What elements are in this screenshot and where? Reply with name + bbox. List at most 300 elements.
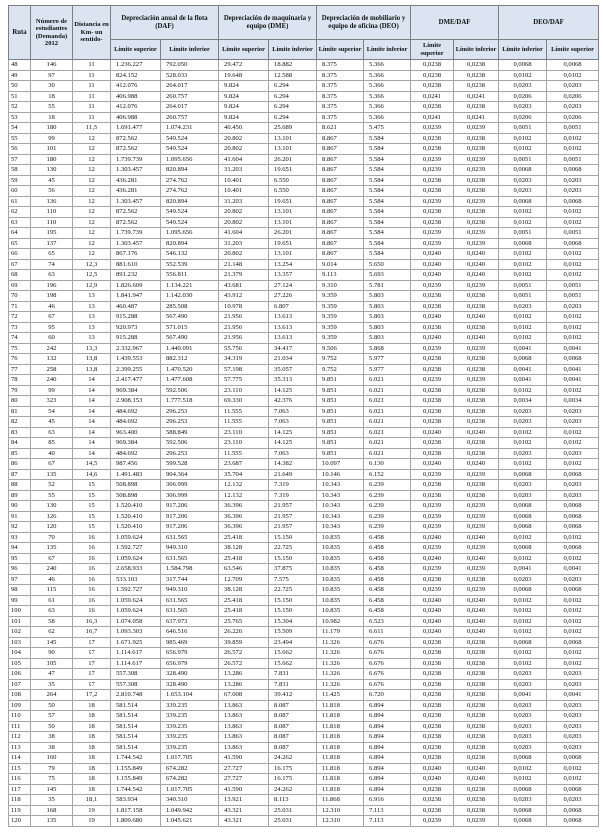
cell-dme-superior: 43.321	[219, 805, 269, 816]
cell-distancia: 17	[73, 669, 111, 680]
cell-deo-inferior: 5.475	[364, 123, 411, 134]
table-row	[9, 259, 599, 270]
cell-daf-superior: 1.059.624	[111, 595, 161, 606]
cell-deo-daf-inferior: 0,0203	[499, 669, 547, 680]
cell-deo-superior: 11.425	[317, 690, 364, 701]
cell-deo-daf-inferior: 0,0203	[499, 186, 547, 197]
cell-ruta: 80	[9, 396, 31, 407]
cell-dme-inferior: 22.725	[269, 585, 317, 596]
cell-deo-superior: 11.818	[317, 784, 364, 795]
cell-daf-superior: 2.658.933	[111, 564, 161, 575]
cell-dme-inferior: 15.150	[269, 532, 317, 543]
header-group-row	[9, 6, 599, 40]
cell-dme-superior: 21.379	[219, 270, 269, 281]
cell-dme-superior: 55.756	[219, 343, 269, 354]
cell-deo-daf-superior: 0,0102	[547, 616, 599, 627]
subheader-daf-inferior: Límite inferior	[161, 40, 219, 60]
cell-dme-superior: 9.824	[219, 102, 269, 113]
cell-deo-daf-superior: 0,0102	[547, 333, 599, 344]
cell-dme-daf-inferior: 0,0238	[454, 144, 499, 155]
cell-deo-superior: 8.867	[317, 217, 364, 228]
cell-dme-superior: 12.132	[219, 490, 269, 501]
cell-dme-inferior: 6.807	[269, 301, 317, 312]
cell-dme-daf-superior: 0,0238	[411, 217, 454, 228]
cell-estudiantes: 135	[31, 816, 73, 827]
cell-deo-daf-inferior: 0,0206	[499, 112, 547, 123]
cell-dme-superior: 34.319	[219, 354, 269, 365]
cell-daf-inferior: 556.811	[161, 270, 219, 281]
cell-dme-inferior: 15.662	[269, 648, 317, 659]
cell-dme-daf-inferior: 0,0238	[454, 490, 499, 501]
cell-deo-daf-superior: 0,0068	[547, 501, 599, 512]
cell-deo-inferior: 6.458	[364, 543, 411, 554]
cell-estudiantes: 145	[31, 784, 73, 795]
cell-dme-daf-superior: 0,0240	[411, 259, 454, 270]
cell-estudiantes: 30	[31, 81, 73, 92]
cell-dme-inferior: 21.957	[269, 501, 317, 512]
cell-dme-daf-inferior: 0,0238	[454, 60, 499, 71]
cell-dme-daf-superior: 0,0240	[411, 616, 454, 627]
cell-deo-superior: 11.326	[317, 658, 364, 669]
cell-dme-daf-inferior: 0,0239	[454, 501, 499, 512]
cell-deo-inferior: 5.977	[364, 354, 411, 365]
cell-ruta: 96	[9, 564, 31, 575]
table-row	[9, 553, 599, 564]
cell-deo-daf-superior: 0,0041	[547, 690, 599, 701]
cell-dme-daf-inferior: 0,0240	[454, 333, 499, 344]
cell-daf-inferior: 882.312	[161, 354, 219, 365]
cell-deo-superior: 11.818	[317, 711, 364, 722]
cell-deo-daf-superior: 0,0102	[547, 70, 599, 81]
cell-dme-inferior: 7.063	[269, 448, 317, 459]
cell-dme-daf-inferior: 0,0240	[454, 249, 499, 260]
cell-deo-daf-inferior: 0,0068	[499, 196, 547, 207]
cell-distancia: 11	[73, 112, 111, 123]
cell-dme-daf-inferior: 0,0238	[454, 70, 499, 81]
cell-deo-daf-superior: 0,0102	[547, 532, 599, 543]
cell-ruta: 95	[9, 553, 31, 564]
cell-estudiantes: 101	[31, 144, 73, 155]
cell-distancia: 12	[73, 228, 111, 239]
table-row	[9, 385, 599, 396]
cell-deo-daf-inferior: 0,0203	[499, 448, 547, 459]
cell-daf-superior: 1.155.849	[111, 763, 161, 774]
cell-deo-daf-inferior: 0,0102	[499, 217, 547, 228]
cell-distancia: 19	[73, 816, 111, 827]
cell-dme-daf-superior: 0,0240	[411, 553, 454, 564]
cell-dme-daf-superior: 0,0240	[411, 333, 454, 344]
cell-dme-inferior: 24.262	[269, 784, 317, 795]
cell-deo-inferior: 5.803	[364, 301, 411, 312]
cell-dme-daf-superior: 0,0238	[411, 742, 454, 753]
cell-daf-superior: 406.988	[111, 112, 161, 123]
cell-deo-inferior: 5.584	[364, 154, 411, 165]
cell-deo-inferior: 6.894	[364, 774, 411, 785]
cell-deo-superior: 11.326	[317, 637, 364, 648]
cell-distancia: 14	[73, 375, 111, 386]
cell-estudiantes: 56	[31, 186, 73, 197]
cell-deo-superior: 10.835	[317, 585, 364, 596]
cell-daf-superior: 484.692	[111, 417, 161, 428]
table-row	[9, 595, 599, 606]
cell-dme-superior: 38.128	[219, 543, 269, 554]
cell-deo-daf-superior: 0,0203	[547, 301, 599, 312]
cell-daf-superior: 1.491.483	[111, 469, 161, 480]
header-dme-daf: DME/DAF	[411, 6, 499, 40]
cell-ruta: 105	[9, 658, 31, 669]
cell-estudiantes: 79	[31, 763, 73, 774]
cell-estudiantes: 110	[31, 207, 73, 218]
cell-dme-inferior: 15.662	[269, 658, 317, 669]
cell-dme-daf-superior: 0,0239	[411, 543, 454, 554]
cell-distancia: 13,8	[73, 364, 111, 375]
cell-deo-inferior: 6.239	[364, 501, 411, 512]
cell-estudiantes: 105	[31, 658, 73, 669]
cell-deo-daf-superior: 0,0051	[547, 228, 599, 239]
cell-estudiantes: 63	[31, 270, 73, 281]
subheader-dme-daf-inferior: Límite inferior	[454, 40, 499, 60]
cell-deo-daf-superior: 0,0068	[547, 511, 599, 522]
cell-distancia: 12	[73, 196, 111, 207]
cell-deo-daf-superior: 0,0102	[547, 385, 599, 396]
cell-dme-inferior: 8.087	[269, 742, 317, 753]
cell-dme-inferior: 26.201	[269, 228, 317, 239]
cell-dme-superior: 41.604	[219, 154, 269, 165]
cell-deo-inferior: 5.803	[364, 322, 411, 333]
table-row	[9, 301, 599, 312]
cell-dme-superior: 25.418	[219, 606, 269, 617]
cell-dme-superior: 20.802	[219, 249, 269, 260]
cell-ruta: 100	[9, 606, 31, 617]
cell-dme-superior: 19.648	[219, 70, 269, 81]
cell-ruta: 83	[9, 427, 31, 438]
cell-estudiantes: 90	[31, 648, 73, 659]
cell-deo-daf-superior: 0,0203	[547, 574, 599, 585]
cell-deo-daf-superior: 0,0102	[547, 627, 599, 638]
cell-deo-daf-inferior: 0,0068	[499, 354, 547, 365]
cell-daf-superior: 2.417.477	[111, 375, 161, 386]
cell-estudiantes: 240	[31, 375, 73, 386]
cell-deo-inferior: 6.239	[364, 490, 411, 501]
cell-daf-superior: 987.456	[111, 459, 161, 470]
cell-daf-superior: 2.908.153	[111, 396, 161, 407]
cell-dme-inferior: 21.034	[269, 354, 317, 365]
cell-ruta: 90	[9, 501, 31, 512]
header-distancia: Distancia en Km- un sentido-	[73, 6, 111, 60]
cell-estudiantes: 180	[31, 123, 73, 134]
cell-dme-superior: 12.709	[219, 574, 269, 585]
cell-dme-daf-inferior: 0,0241	[454, 91, 499, 102]
cell-deo-daf-superior: 0,0051	[547, 154, 599, 165]
table-row	[9, 312, 599, 323]
cell-dme-superior: 25.765	[219, 616, 269, 627]
cell-deo-daf-inferior: 0,0102	[499, 658, 547, 669]
cell-deo-daf-inferior: 0,0102	[499, 270, 547, 281]
cell-dme-daf-inferior: 0,0240	[454, 616, 499, 627]
cell-distancia: 12	[73, 165, 111, 176]
cell-daf-superior: 1.592.727	[111, 543, 161, 554]
cell-deo-daf-inferior: 0,0068	[499, 805, 547, 816]
subheader-deo-daf-superior: Límite superior	[547, 40, 599, 60]
cell-distancia: 16	[73, 585, 111, 596]
cell-dme-daf-inferior: 0,0238	[454, 301, 499, 312]
cell-ruta: 84	[9, 438, 31, 449]
cell-ruta: 57	[9, 154, 31, 165]
cell-deo-daf-inferior: 0,0102	[499, 322, 547, 333]
cell-daf-inferior: 528.033	[161, 70, 219, 81]
cell-dme-daf-inferior: 0,0238	[454, 291, 499, 302]
table-row	[9, 60, 599, 71]
cell-distancia: 17	[73, 648, 111, 659]
cell-deo-inferior: 6.021	[364, 438, 411, 449]
cell-daf-inferior: 631.565	[161, 606, 219, 617]
cell-dme-inferior: 39.412	[269, 690, 317, 701]
table-row	[9, 333, 599, 344]
cell-deo-inferior: 6.152	[364, 469, 411, 480]
cell-dme-superior: 21.956	[219, 322, 269, 333]
cell-deo-daf-inferior: 0,0203	[499, 102, 547, 113]
table-row	[9, 511, 599, 522]
cell-deo-daf-superior: 0,0068	[547, 522, 599, 533]
header-deo-daf: DEO/DAF	[499, 6, 599, 40]
cell-deo-inferior: 5.584	[364, 228, 411, 239]
table-row	[9, 700, 599, 711]
cell-dme-superior: 43.681	[219, 280, 269, 291]
table-row	[9, 343, 599, 354]
cell-dme-superior: 13.286	[219, 679, 269, 690]
cell-dme-daf-inferior: 0,0238	[454, 175, 499, 186]
cell-distancia: 12	[73, 175, 111, 186]
cell-estudiantes: 46	[31, 574, 73, 585]
cell-dme-inferior: 7.063	[269, 406, 317, 417]
cell-daf-inferior: 1.584.798	[161, 564, 219, 575]
cell-deo-superior: 11.818	[317, 753, 364, 764]
cell-ruta: 114	[9, 753, 31, 764]
cell-estudiantes: 137	[31, 238, 73, 249]
cell-deo-daf-inferior: 0,0102	[499, 144, 547, 155]
cell-daf-inferior: 1.470.520	[161, 364, 219, 375]
cell-dme-daf-inferior: 0,0241	[454, 112, 499, 123]
cell-dme-superior: 39.859	[219, 637, 269, 648]
cell-deo-daf-inferior: 0,0203	[499, 417, 547, 428]
table-row	[9, 102, 599, 113]
cell-dme-inferior: 6.294	[269, 81, 317, 92]
cell-dme-daf-superior: 0,0240	[411, 312, 454, 323]
cell-ruta: 70	[9, 291, 31, 302]
cell-ruta: 104	[9, 648, 31, 659]
cell-deo-daf-superior: 0,0102	[547, 606, 599, 617]
cell-dme-inferior: 25.031	[269, 805, 317, 816]
cell-dme-superior: 10.978	[219, 301, 269, 312]
cell-daf-inferior: 674.282	[161, 763, 219, 774]
cell-deo-daf-superior: 0,0102	[547, 249, 599, 260]
cell-deo-daf-inferior: 0,0068	[499, 60, 547, 71]
cell-daf-superior: 1.059.624	[111, 606, 161, 617]
cell-dme-inferior: 13.101	[269, 144, 317, 155]
cell-deo-daf-superior: 0,0102	[547, 595, 599, 606]
cell-daf-inferior: 949.310	[161, 585, 219, 596]
cell-deo-daf-inferior: 0,0203	[499, 721, 547, 732]
cell-distancia: 16	[73, 543, 111, 554]
cell-dme-daf-inferior: 0,0238	[454, 186, 499, 197]
cell-daf-inferior: 328.490	[161, 669, 219, 680]
cell-dme-daf-superior: 0,0238	[411, 795, 454, 806]
table-row	[9, 585, 599, 596]
cell-daf-inferior: 317.744	[161, 574, 219, 585]
cell-dme-daf-superior: 0,0240	[411, 763, 454, 774]
cell-ruta: 87	[9, 469, 31, 480]
cell-distancia: 13	[73, 291, 111, 302]
cell-estudiantes: 45	[31, 175, 73, 186]
cell-deo-daf-inferior: 0,0041	[499, 364, 547, 375]
cell-dme-daf-inferior: 0,0239	[454, 343, 499, 354]
table-row	[9, 81, 599, 92]
cell-ruta: 77	[9, 364, 31, 375]
cell-dme-inferior: 7.831	[269, 679, 317, 690]
cell-dme-daf-superior: 0,0238	[411, 732, 454, 743]
table-row	[9, 679, 599, 690]
cell-deo-superior: 9.506	[317, 343, 364, 354]
cell-ruta: 86	[9, 459, 31, 470]
header-daf: Depreciación anual de la flota (DAF)	[111, 6, 219, 40]
cell-daf-inferior: 631.565	[161, 553, 219, 564]
cell-dme-inferior: 15.150	[269, 595, 317, 606]
cell-deo-superior: 8.867	[317, 165, 364, 176]
cell-daf-superior: 1.826.609	[111, 280, 161, 291]
cell-daf-inferior: 1.777.518	[161, 396, 219, 407]
table-row	[9, 364, 599, 375]
cell-ruta: 107	[9, 679, 31, 690]
table-row	[9, 564, 599, 575]
cell-ruta: 92	[9, 522, 31, 533]
cell-dme-daf-superior: 0,0238	[411, 679, 454, 690]
cell-dme-daf-superior: 0,0238	[411, 711, 454, 722]
cell-deo-superior: 9.752	[317, 354, 364, 365]
cell-estudiantes: 95	[31, 322, 73, 333]
cell-deo-superior: 9.851	[317, 417, 364, 428]
cell-deo-superior: 8.867	[317, 133, 364, 144]
cell-daf-superior: 824.152	[111, 70, 161, 81]
cell-deo-superior: 8.867	[317, 249, 364, 260]
cell-deo-superior: 12.310	[317, 805, 364, 816]
cell-deo-daf-inferior: 0,0206	[499, 91, 547, 102]
cell-deo-inferior: 6.458	[364, 574, 411, 585]
cell-dme-daf-superior: 0,0238	[411, 102, 454, 113]
cell-deo-daf-superior: 0,0068	[547, 469, 599, 480]
cell-daf-superior: 581.514	[111, 700, 161, 711]
subheader-dme-daf-superior: Límite superior	[411, 40, 454, 60]
cell-dme-inferior: 15.304	[269, 616, 317, 627]
cell-dme-daf-inferior: 0,0238	[454, 81, 499, 92]
cell-daf-inferior: 340.310	[161, 795, 219, 806]
cell-dme-superior: 13.863	[219, 742, 269, 753]
cell-dme-inferior: 6.294	[269, 102, 317, 113]
cell-daf-superior: 1.744.542	[111, 753, 161, 764]
cell-dme-daf-superior: 0,0239	[411, 375, 454, 386]
cell-ruta: 108	[9, 690, 31, 701]
cell-deo-daf-inferior: 0,0034	[499, 396, 547, 407]
cell-distancia: 11,5	[73, 123, 111, 134]
cell-daf-inferior: 1.017.705	[161, 784, 219, 795]
cell-dme-daf-inferior: 0,0238	[454, 574, 499, 585]
cell-dme-inferior: 16.175	[269, 774, 317, 785]
cell-deo-daf-inferior: 0,0102	[499, 133, 547, 144]
cell-dme-daf-superior: 0,0238	[411, 417, 454, 428]
cell-daf-inferior: 631.565	[161, 595, 219, 606]
cell-deo-daf-inferior: 0,0102	[499, 249, 547, 260]
cell-dme-superior: 23.687	[219, 459, 269, 470]
cell-dme-daf-superior: 0,0238	[411, 186, 454, 197]
cell-deo-daf-inferior: 0,0203	[499, 175, 547, 186]
cell-dme-daf-superior: 0,0239	[411, 228, 454, 239]
cell-daf-superior: 1.114.617	[111, 648, 161, 659]
cell-deo-superior: 10.835	[317, 574, 364, 585]
cell-daf-superior: 412.076	[111, 102, 161, 113]
cell-dme-inferior: 19.651	[269, 238, 317, 249]
cell-deo-daf-inferior: 0,0051	[499, 291, 547, 302]
cell-dme-inferior: 8.087	[269, 711, 317, 722]
table-row	[9, 532, 599, 543]
cell-dme-daf-inferior: 0,0238	[454, 669, 499, 680]
cell-ruta: 82	[9, 417, 31, 428]
cell-deo-daf-superior: 0,0102	[547, 648, 599, 659]
cell-dme-daf-inferior: 0,0239	[454, 238, 499, 249]
table-row	[9, 501, 599, 512]
cell-dme-superior: 9.824	[219, 91, 269, 102]
cell-dme-daf-superior: 0,0239	[411, 469, 454, 480]
cell-ruta: 73	[9, 322, 31, 333]
cell-daf-inferior: 552.539	[161, 259, 219, 270]
cell-estudiantes: 126	[31, 511, 73, 522]
cell-dme-superior: 35.704	[219, 469, 269, 480]
cell-dme-daf-superior: 0,0238	[411, 364, 454, 375]
table-row	[9, 438, 599, 449]
cell-dme-inferior: 35.057	[269, 364, 317, 375]
cell-deo-inferior: 5.584	[364, 175, 411, 186]
cell-dme-superior: 67.008	[219, 690, 269, 701]
cell-estudiantes: 196	[31, 280, 73, 291]
cell-daf-inferior: 949.310	[161, 543, 219, 554]
cell-dme-daf-inferior: 0,0240	[454, 312, 499, 323]
cell-deo-inferior: 6.676	[364, 648, 411, 659]
table-row	[9, 658, 599, 669]
subheader-deo-superior: Límite superior	[317, 40, 364, 60]
cell-deo-daf-superior: 0,0068	[547, 637, 599, 648]
cell-deo-superior: 10.343	[317, 490, 364, 501]
cell-daf-inferior: 917.206	[161, 522, 219, 533]
cell-daf-superior: 508.898	[111, 480, 161, 491]
cell-dme-superior: 13.863	[219, 732, 269, 743]
cell-dme-daf-superior: 0,0238	[411, 700, 454, 711]
cell-deo-inferior: 5.584	[364, 186, 411, 197]
cell-dme-inferior: 13.613	[269, 312, 317, 323]
cell-ruta: 119	[9, 805, 31, 816]
cell-estudiantes: 120	[31, 522, 73, 533]
cell-daf-inferior: 588.849	[161, 427, 219, 438]
cell-daf-superior: 1.739.739	[111, 228, 161, 239]
cell-deo-inferior: 5.584	[364, 217, 411, 228]
cell-deo-inferior: 5.693	[364, 270, 411, 281]
cell-distancia: 16	[73, 532, 111, 543]
cell-dme-superior: 31.203	[219, 165, 269, 176]
cell-dme-daf-inferior: 0,0238	[454, 637, 499, 648]
cell-deo-superior: 11.179	[317, 627, 364, 638]
cell-dme-superior: 36.396	[219, 501, 269, 512]
cell-dme-inferior: 35.313	[269, 375, 317, 386]
cell-dme-daf-inferior: 0,0238	[454, 406, 499, 417]
cell-deo-daf-superior: 0,0068	[547, 354, 599, 365]
cell-deo-inferior: 6.458	[364, 606, 411, 617]
